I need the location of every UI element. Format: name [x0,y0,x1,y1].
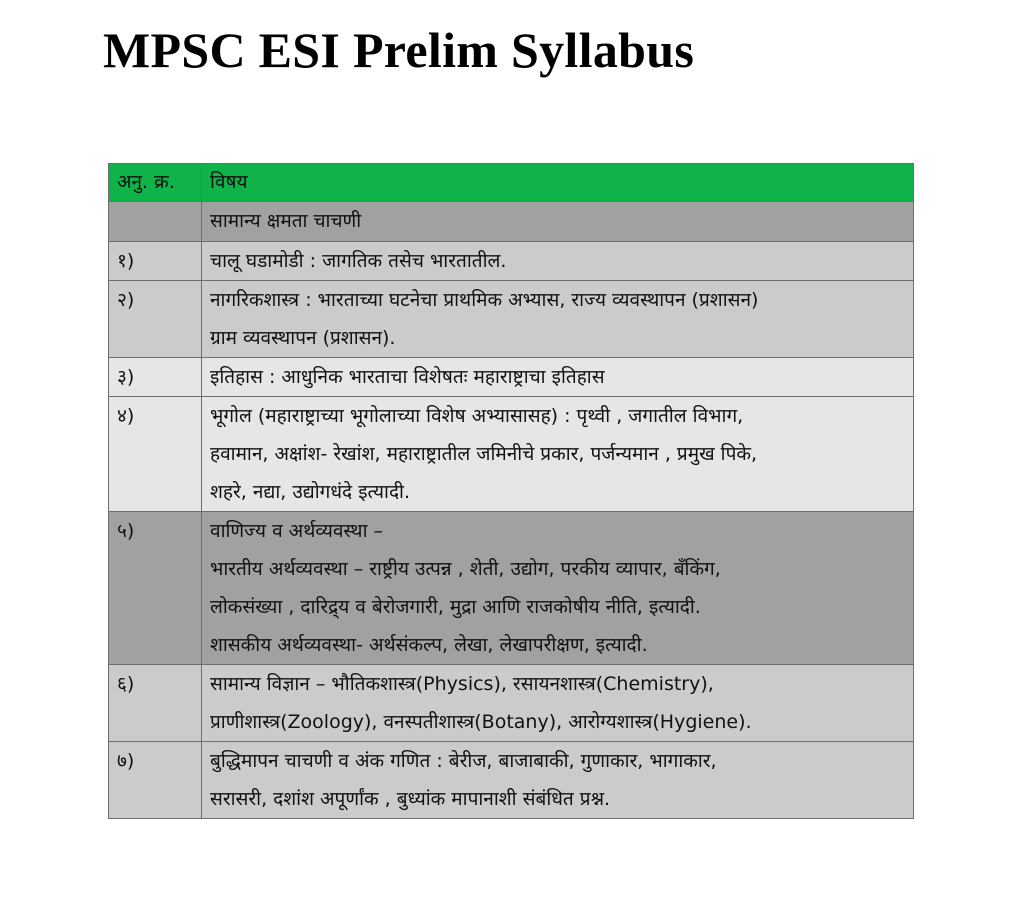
row-subject-line: बुद्धिमापन चाचणी व अंक गणित : बेरीज, बाजाबाकी, गुणाकार, भागाकार, [210,750,717,772]
row-subject-line: वाणिज्य व अर्थव्यवस्था – [210,520,384,542]
row-number: ७) [109,742,202,819]
row-subject-line: ग्राम व्यवस्थापन (प्रशासन). [210,327,396,349]
table-row [109,397,914,512]
row-number: ६) [109,665,202,742]
table-header-row [109,164,914,202]
syllabus-table [108,163,914,819]
row-subject-line: सरासरी, दशांश अपूर्णांक , बुध्यांक मापानाशी संबंधित प्रश्न. [210,788,611,810]
row-subject [202,665,914,742]
row-subject [202,397,914,512]
row-subject [202,281,914,358]
row-subject-line: भारतीय अर्थव्यवस्था – राष्ट्रीय उत्पन्न , शेती, उद्योग, परकीय व्यापार, बँकिंग, [210,558,721,580]
header-serial-number: अनु. क्र. [109,164,202,202]
section-title-empty-cell [109,202,202,242]
row-subject-line: शासकीय अर्थव्यवस्था- अर्थसंकल्प, लेखा, लेखापरीक्षण, इत्यादी. [210,634,648,656]
row-number: १) [109,242,202,281]
section-title: सामान्य क्षमता चाचणी [202,202,914,242]
row-subject-line: चालू घडामोडी : जागतिक तसेच भारतातील. [210,250,507,272]
page-title: MPSC ESI Prelim Syllabus [103,22,695,78]
row-subject-line: लोकसंख्या , दारिद्र्य व बेरोजगारी, मुद्रा आणि राजकोषीय नीति, इत्यादी. [210,596,701,618]
row-subject-line: इतिहास : आधुनिक भारताचा विशेषतः महाराष्ट्राचा इतिहास [210,366,605,388]
row-subject-line: हवामान, अक्षांश- रेखांश, महाराष्ट्रातील जमिनीचे प्रकार, पर्जन्यमान , प्रमुख पिके, [210,443,758,465]
row-subject [202,742,914,819]
table-row [109,242,914,281]
row-subject [202,512,914,665]
row-subject [202,358,914,397]
table-row [109,742,914,819]
row-subject-line: भूगोल (महाराष्ट्राच्या भूगोलाच्या विशेष अभ्यासासह) : पृथ्वी , जगातील विभाग, [210,405,744,427]
row-subject-line: नागरिकशास्त्र : भारताच्या घटनेचा प्राथमिक अभ्यास, राज्य व्यवस्थापन (प्रशासन) [210,289,759,311]
row-number: ५) [109,512,202,665]
header-subject: विषय [202,164,914,202]
row-subject-line: प्राणीशास्त्र(Zoology), वनस्पतीशास्त्र(Botany), आरोग्यशास्त्र(Hygiene). [210,711,752,733]
row-subject [202,242,914,281]
section-title-row [109,202,914,242]
row-number: ३) [109,358,202,397]
table-row [109,512,914,665]
row-subject-line: शहरे, नद्या, उद्योगधंदे इत्यादी. [210,481,411,503]
row-subject-line: सामान्य विज्ञान – भौतिकशास्त्र(Physics), रसायनशास्त्र(Chemistry), [210,673,714,695]
table-row [109,665,914,742]
table-row [109,358,914,397]
table-row [109,281,914,358]
row-number: २) [109,281,202,358]
row-number: ४) [109,397,202,512]
